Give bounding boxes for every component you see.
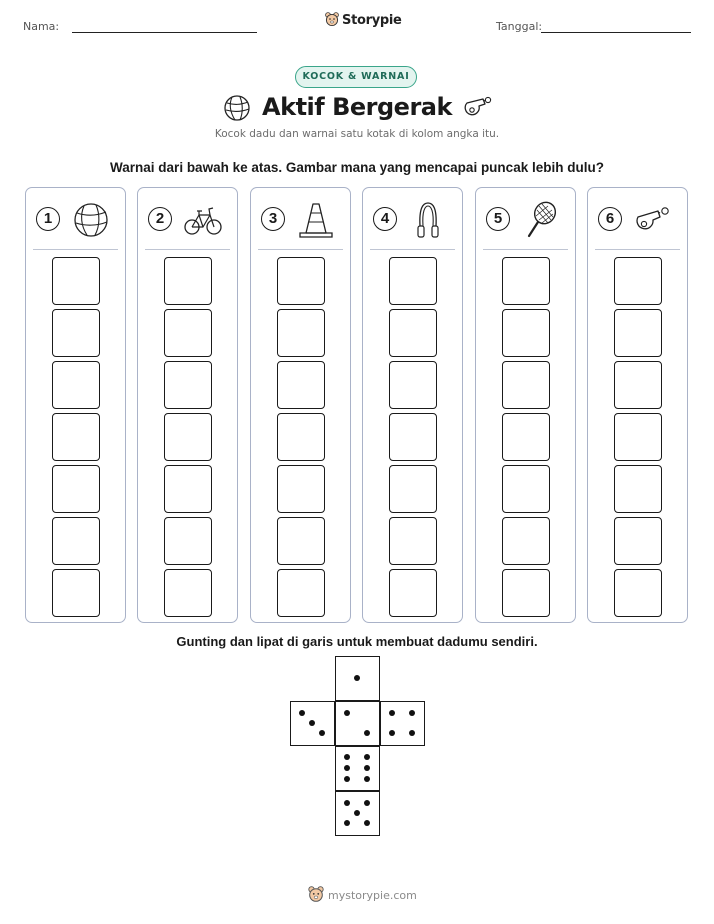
date-line[interactable] — [541, 32, 691, 33]
die-pip — [344, 754, 350, 760]
die-pip — [354, 675, 360, 681]
bicycle-icon — [182, 200, 224, 240]
die-pip — [354, 810, 360, 816]
color-box[interactable] — [502, 257, 550, 305]
color-box[interactable] — [164, 413, 212, 461]
column-divider — [483, 249, 568, 250]
die-pip — [344, 765, 350, 771]
color-box[interactable] — [614, 413, 662, 461]
jump-rope-icon — [407, 200, 449, 240]
cone-icon — [295, 200, 337, 240]
column-divider — [258, 249, 343, 250]
color-box[interactable] — [164, 465, 212, 513]
die-pip — [364, 800, 370, 806]
column-6 — [587, 187, 688, 623]
column-5 — [475, 187, 576, 623]
die-pip — [364, 730, 370, 736]
color-box[interactable] — [389, 309, 437, 357]
column-divider — [595, 249, 680, 250]
color-box[interactable] — [52, 309, 100, 357]
brand-logo — [325, 12, 402, 28]
color-box[interactable] — [52, 465, 100, 513]
whistle-icon — [632, 200, 674, 240]
name-label: Nama: — [23, 20, 60, 33]
color-box[interactable] — [614, 361, 662, 409]
column-divider — [145, 249, 230, 250]
column-3 — [250, 187, 351, 623]
color-box[interactable] — [277, 309, 325, 357]
brand-name: Storypie — [342, 12, 402, 28]
die-pip — [389, 710, 395, 716]
die-pip — [409, 730, 415, 736]
die-pip — [364, 765, 370, 771]
column-4 — [362, 187, 463, 623]
die-pip — [344, 776, 350, 782]
die-pip — [319, 730, 325, 736]
die-pip — [389, 730, 395, 736]
die-face-6 — [335, 746, 380, 791]
column-number: 2 — [148, 207, 172, 231]
color-box[interactable] — [164, 361, 212, 409]
color-box[interactable] — [164, 569, 212, 617]
page-title: Aktif Bergerak — [262, 93, 452, 121]
die-face-2 — [335, 701, 380, 746]
die-face-4 — [380, 701, 425, 746]
bear-logo-icon — [325, 12, 339, 28]
color-box[interactable] — [164, 517, 212, 565]
color-box[interactable] — [164, 309, 212, 357]
date-label: Tanggal: — [496, 20, 543, 33]
footer-url[interactable]: mystorypie.com — [328, 888, 417, 902]
color-box[interactable] — [389, 465, 437, 513]
whistle-icon — [461, 94, 493, 120]
die-pip — [299, 710, 305, 716]
ball-icon — [70, 200, 112, 240]
instruction-text: Warnai dari bawah ke atas. Gambar mana yang mencapai puncak lebih dulu? — [110, 160, 604, 175]
color-box[interactable] — [389, 413, 437, 461]
die-pip — [309, 720, 315, 726]
color-box[interactable] — [52, 569, 100, 617]
die-pip — [364, 754, 370, 760]
color-box[interactable] — [614, 309, 662, 357]
color-box[interactable] — [277, 517, 325, 565]
column-number: 4 — [373, 207, 397, 231]
color-box[interactable] — [277, 413, 325, 461]
column-divider — [33, 249, 118, 250]
name-line[interactable] — [72, 32, 257, 33]
footer — [308, 886, 417, 904]
die-pip — [344, 710, 350, 716]
die-pip — [364, 776, 370, 782]
color-box[interactable] — [52, 517, 100, 565]
color-box[interactable] — [614, 569, 662, 617]
color-box[interactable] — [502, 569, 550, 617]
color-box[interactable] — [502, 361, 550, 409]
column-divider — [370, 249, 455, 250]
color-box[interactable] — [502, 413, 550, 461]
color-box[interactable] — [502, 309, 550, 357]
color-box[interactable] — [502, 465, 550, 513]
color-box[interactable] — [277, 257, 325, 305]
die-pip — [409, 710, 415, 716]
die-pip — [344, 800, 350, 806]
die-face-5 — [335, 791, 380, 836]
die-pip — [344, 820, 350, 826]
column-1 — [25, 187, 126, 623]
column-number: 5 — [486, 207, 510, 231]
color-box[interactable] — [389, 517, 437, 565]
subtitle: Kocok dadu dan warnai satu kotak di kolom angka itu. — [214, 128, 500, 140]
die-pip — [364, 820, 370, 826]
color-box[interactable] — [277, 465, 325, 513]
column-number: 1 — [36, 207, 60, 231]
racket-icon — [520, 200, 562, 240]
activity-badge: KOCOK & WARNAI — [295, 66, 417, 88]
color-box[interactable] — [164, 257, 212, 305]
color-box[interactable] — [614, 257, 662, 305]
color-box[interactable] — [52, 361, 100, 409]
color-box[interactable] — [389, 361, 437, 409]
color-box[interactable] — [277, 569, 325, 617]
cut-instruction: Gunting dan lipat di garis untuk membuat dadumu sendiri. — [176, 634, 538, 649]
color-box[interactable] — [614, 517, 662, 565]
color-box[interactable] — [389, 257, 437, 305]
color-box[interactable] — [502, 517, 550, 565]
color-box[interactable] — [52, 257, 100, 305]
color-box[interactable] — [277, 361, 325, 409]
column-number: 6 — [598, 207, 622, 231]
color-box[interactable] — [389, 569, 437, 617]
column-number: 3 — [261, 207, 285, 231]
die-face-3 — [290, 701, 335, 746]
color-box[interactable] — [52, 413, 100, 461]
bear-logo-icon — [308, 886, 324, 904]
color-box[interactable] — [614, 465, 662, 513]
die-face-1 — [335, 656, 380, 701]
column-2 — [137, 187, 238, 623]
